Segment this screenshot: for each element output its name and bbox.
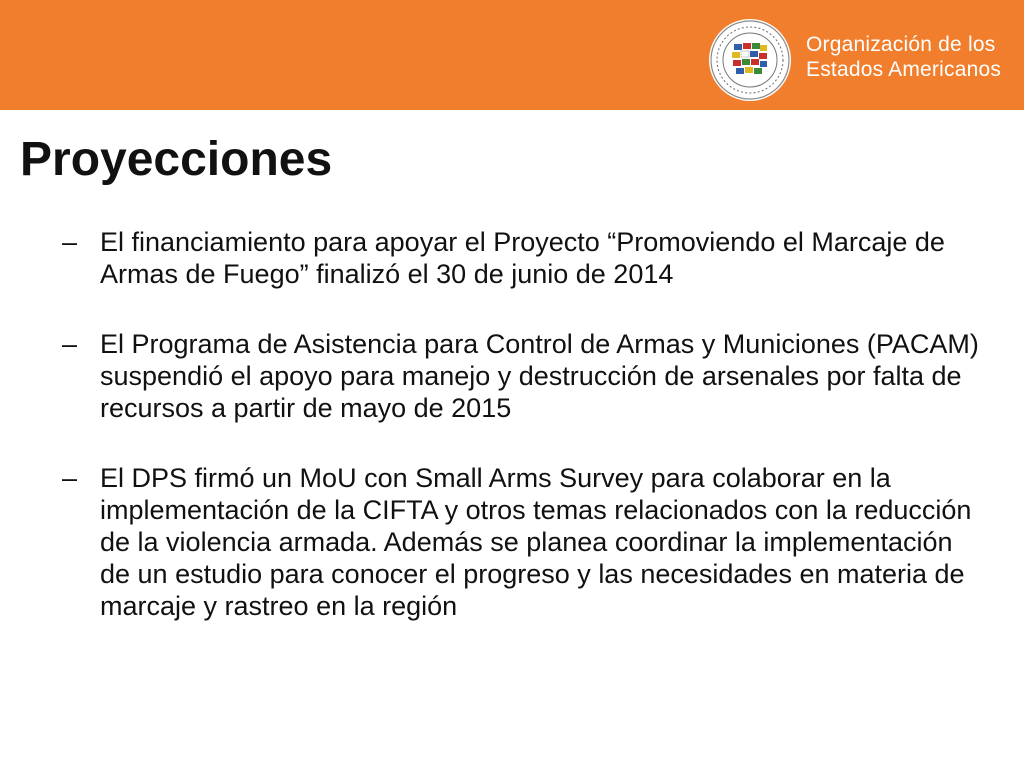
organization-name: [806, 32, 1001, 82]
organization-name-line2: Estados Americanos: [806, 58, 1002, 81]
bullet-item: [62, 226, 982, 290]
bullet-marker: –: [62, 329, 78, 359]
organization-name-line1: Organización de los: [806, 33, 996, 56]
oas-seal-logo: [708, 18, 792, 102]
bullet-item: [62, 462, 982, 622]
slide-title: Proyecciones: [20, 133, 333, 186]
bullet-list: [62, 226, 982, 660]
bullet-marker: –: [62, 463, 78, 493]
bullet-text: El financiamiento para apoyar el Proyecto “Promoviendo el Marcaje de Armas de Fuego” finalizó el 30 de junio de 2014: [100, 227, 945, 289]
bullet-item: [62, 328, 982, 424]
bullet-text: El DPS firmó un MoU con Small Arms Survey para colaborar en la implementación de la CIFTA y otros temas relacionados con la reducción de la violencia armada. Además se planea coordinar la implementación de un estudio para conocer el progreso y las necesidades en materia de marcaje y rastreo en la región: [100, 463, 972, 621]
bullet-marker: –: [62, 227, 78, 257]
bullet-text: El Programa de Asistencia para Control de Armas y Municiones (PACAM) suspendió el apoyo para manejo y destrucción de arsenales por falta de recursos a partir de mayo de 2015: [100, 329, 979, 423]
header-bar: [0, 0, 1024, 110]
